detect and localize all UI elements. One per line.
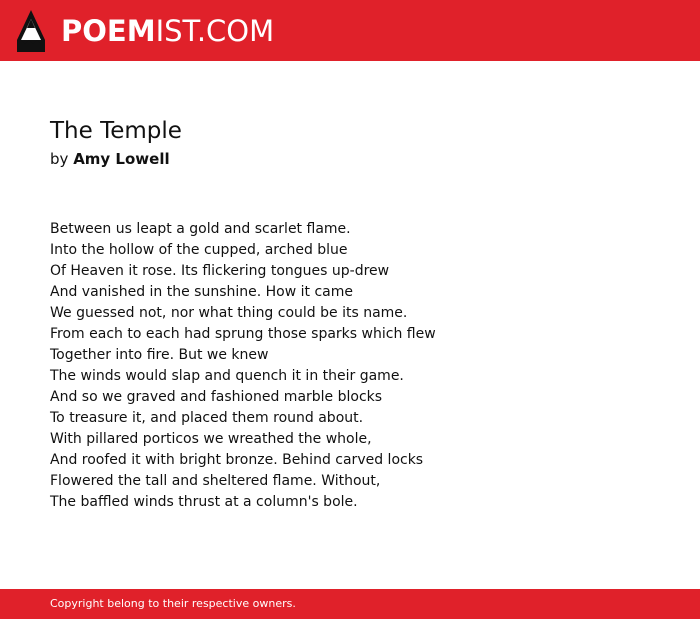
copyright-notice: Copyright belong to their respective owners. [50,597,296,610]
logo-text-light: IST.COM [155,14,275,48]
poem-byline [50,149,670,169]
poem-title: The Temple [50,118,182,144]
poem-author: Amy Lowell [73,150,170,168]
poem-line: Of Heaven it rose. Its flickering tongues up-drew [50,263,390,279]
poem-line: Together into fire. But we knew [50,347,269,363]
site-footer [0,589,700,619]
poem-line: From each to each had sprung those sparks which flew [50,326,436,342]
poem-heading [50,116,670,169]
poem-line: And vanished in the sunshine. How it came [50,284,354,300]
poem-line: To treasure it, and placed them round about. [50,410,364,426]
poem-line: Between us leapt a gold and scarlet flame. [50,221,351,237]
poem-line: The winds would slap and quench it in their game. [50,368,404,384]
poem-line: With pillared porticos we wreathed the whole, [50,431,372,447]
byline-prefix: by [50,150,69,168]
poem-line: Into the hollow of the cupped, arched blue [50,242,348,258]
site-logo-link[interactable] [17,10,274,52]
poem-line: And roofed it with bright bronze. Behind carved locks [50,452,424,468]
poem-body [50,219,670,513]
poem-line: The baffled winds thrust at a column's bole. [50,494,358,510]
logo-text-strong: POEM [61,14,156,48]
pencil-tip-icon [17,10,45,52]
site-header [0,0,700,61]
site-logo-text [61,10,274,52]
poem-line: We guessed not, nor what thing could be its name. [50,305,408,321]
poem-line: Flowered the tall and sheltered flame. Without, [50,473,381,489]
poem-line: And so we graved and fashioned marble blocks [50,389,383,405]
